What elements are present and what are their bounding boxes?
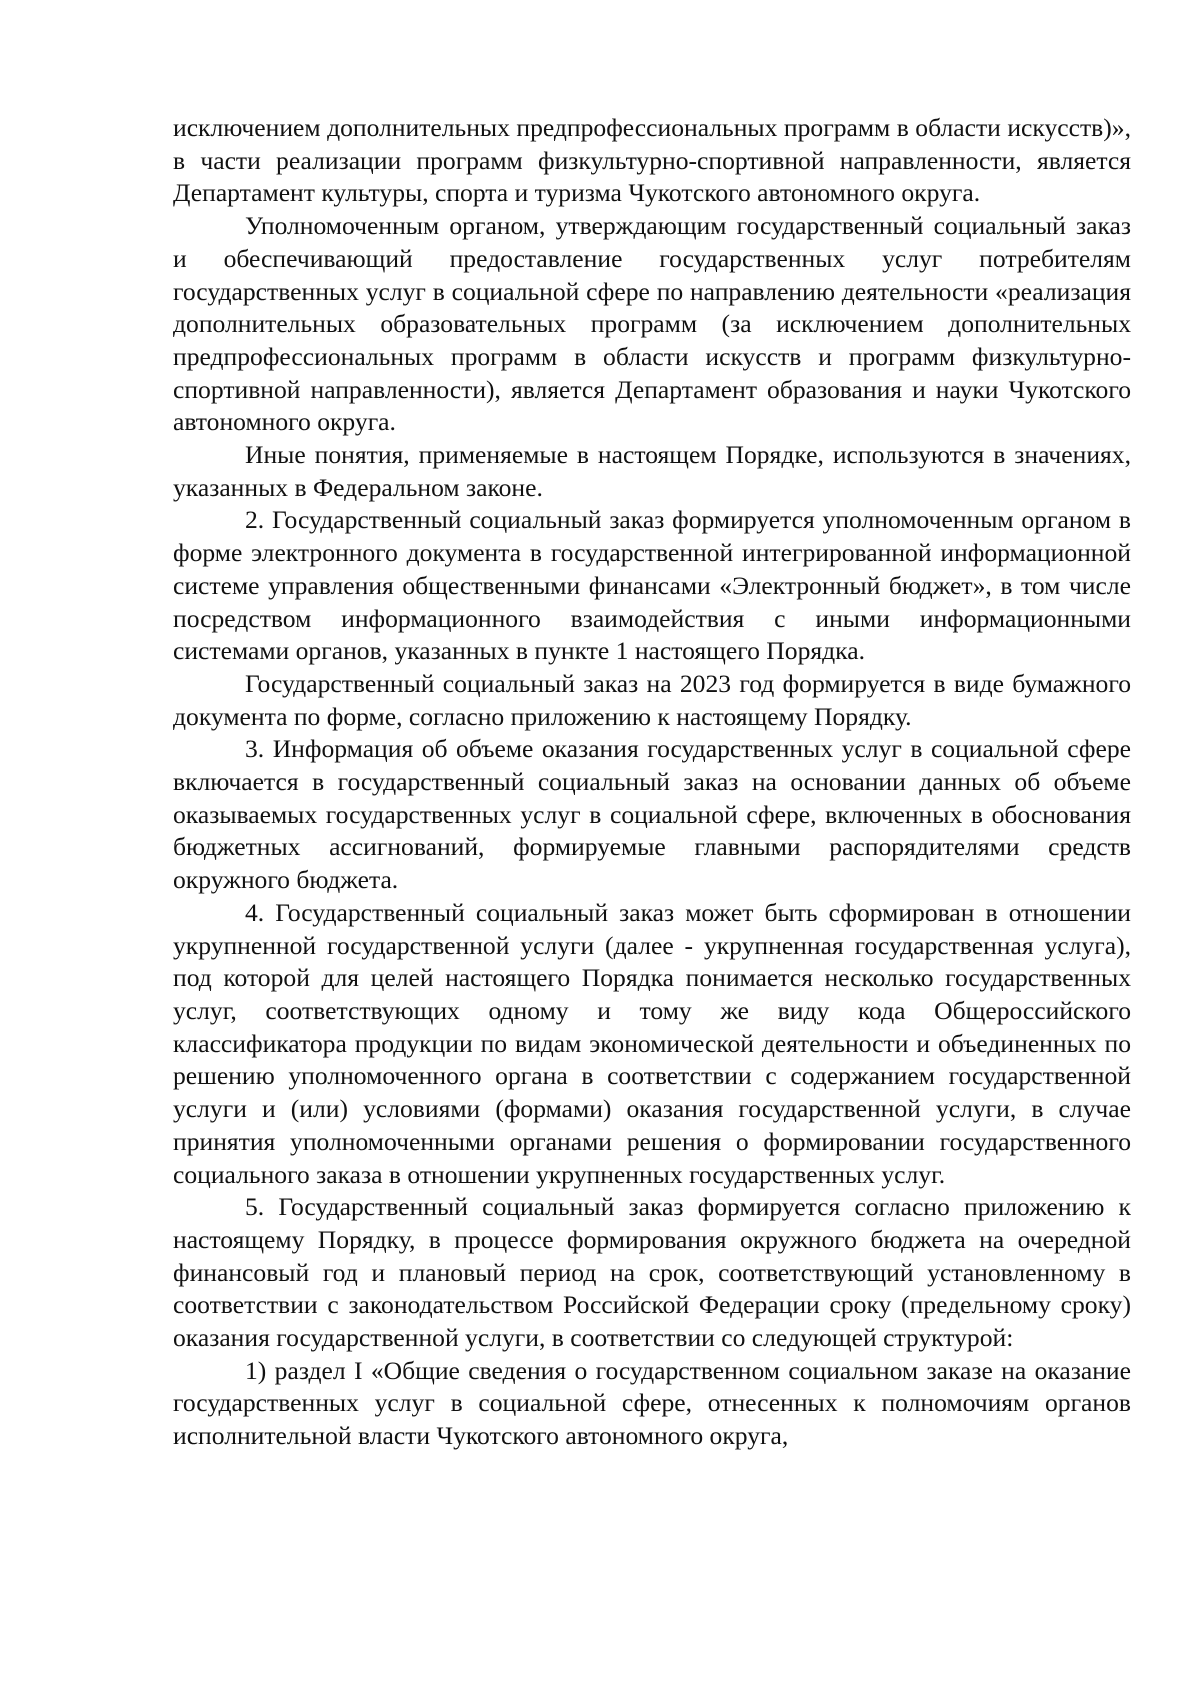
paragraph-item-2: 2. Государственный социальный заказ формируется уполномоченным органом в форме электронного документа в государственной интегрированной информационной системе управления общественными финансами «Электронный бюджет», в том числе посредством информационного взаимодействия с иными информационными системами органов, указанных в пункте 1 настоящего Порядка.	[173, 505, 1131, 666]
paragraph-subitem-1: 1) раздел I «Общие сведения о государственном социальном заказе на оказание государственных услуг в социальной сфере, отнесенных к полномочиям органов исполнительной власти Чукотского автономного округа,	[173, 1355, 1131, 1451]
paragraph-item-4: 4. Государственный социальный заказ может быть сформирован в отношении укрупненной государственной услуги (далее - укрупненная государственная услуга), под которой для целей настоящего Порядка понимается несколько государственных услуг, соответствующих одному и тому же виду кода Общероссийского классификатора продукции по видам экономической деятельности и объединенных по решению уполномоченного органа в соответствии с содержанием государственной услуги и (или) условиями (формами) оказания государственной услуги, в случае принятия уполномоченными органами решения о формировании государственного социального заказа в отношении укрупненных государственных услуг.	[173, 897, 1131, 1189]
paragraph-item-3: 3. Информация об объеме оказания государственных услуг в социальной сфере включается в государственный социальный заказ на основании данных об объеме оказываемых государственных услуг в социальной сфере, включенных в обоснования бюджетных ассигнований, формируемые главными распорядителями средств окружного бюджета.	[173, 734, 1131, 895]
paragraph-item-5: 5. Государственный социальный заказ формируется согласно приложению к настоящему Порядку, в процессе формирования окружного бюджета на очередной финансовый год и плановый период на срок, соответствующий установленному в соответствии с законодательством Российской Федерации сроку (предельному сроку) оказания государственной услуги, в соответствии со следующей структурой:	[173, 1192, 1131, 1353]
paragraph-2023-order: Государственный социальный заказ на 2023 год формируется в виде бумажного документа по форме, согласно приложению к настоящему Порядку.	[173, 668, 1131, 731]
paragraph-other-terms: Иные понятия, применяемые в настоящем Порядке, используются в значениях, указанных в Федеральном законе.	[173, 440, 1131, 502]
document-page	[173, 112, 1131, 1453]
paragraph-authorized-body: Уполномоченным органом, утверждающим государственный социальный заказ и обеспечивающий предоставление государственных услуг потребителям государственных услуг в социальной сфере по направлению деятельности «реализация дополнительных образовательных программ (за исключением дополнительных предпрофессиональных программ в области искусств и программ физкультурно-спортивной направленности), является Департамент образования и науки Чукотского автономного округа.	[173, 211, 1131, 437]
paragraph-continuation: исключением дополнительных предпрофессиональных программ в области искусств)», в части реализации программ физкультурно-спортивной направленности, является Департамент культуры, спорта и туризма Чукотского автономного округа.	[173, 113, 1131, 208]
